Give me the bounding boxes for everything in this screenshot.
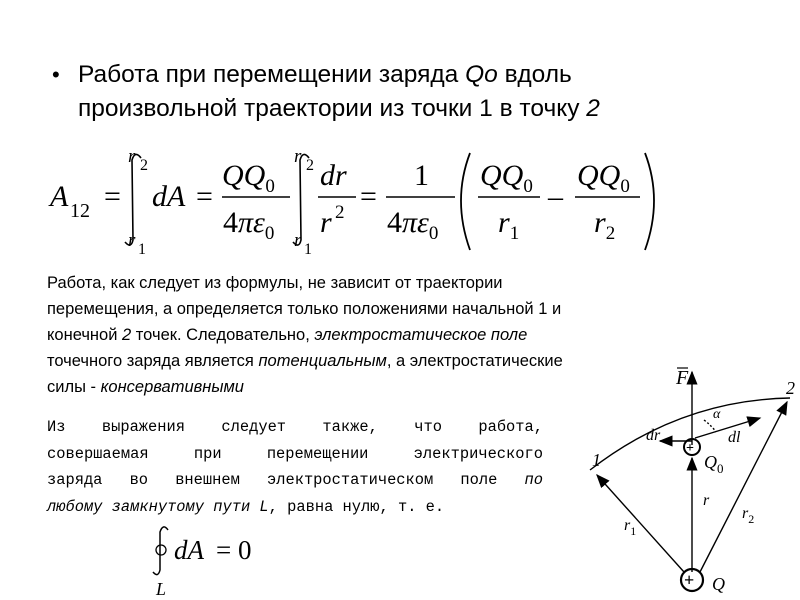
closed-L: L: [156, 579, 167, 599]
para2-line1: Из выражения следует также, что работа,: [47, 418, 543, 436]
svg-text:2: 2: [306, 157, 314, 174]
integral2-upper: r: [294, 146, 302, 167]
formula-eq1: =: [104, 180, 121, 213]
label-dr: dr: [646, 427, 661, 444]
label-point2: 2: [786, 378, 795, 398]
para1-line5: силы - консервативными: [47, 378, 244, 396]
plus-sign-Q: +: [684, 570, 695, 590]
formula-A: A: [50, 180, 69, 213]
r2-vector: [700, 402, 787, 572]
closed-dA: dA: [174, 535, 204, 565]
label-r: r: [703, 492, 710, 509]
frac4-den: $r_1$: [498, 206, 520, 244]
label-alpha: α: [713, 407, 721, 422]
label-dl: dl: [728, 429, 741, 446]
formula-eq3: =: [360, 180, 377, 213]
para2-line2: совершаемая при перемещении электрического: [47, 444, 543, 463]
integral1-lower: r: [128, 230, 136, 251]
frac2-num: dr: [320, 159, 347, 192]
label-r1: $r_1$: [624, 517, 637, 538]
frac4-num: $QQ_0$: [480, 159, 533, 197]
para1-line2: перемещения, а определяется только положениями начальной 1 и: [47, 300, 562, 318]
heading-line1: Работа при перемещении заряда Qo вдоль: [78, 61, 572, 88]
svg-text:2: 2: [335, 202, 345, 223]
svg-text:1: 1: [138, 241, 146, 258]
frac1-num: $QQ_0$: [222, 159, 275, 197]
frac2-den: r: [320, 206, 332, 239]
heading-line2: произвольной траектории из точки 1 в точку 2: [78, 95, 600, 122]
integral2-lower: r: [294, 230, 302, 251]
plus-sign-Q0: +: [686, 441, 694, 456]
label-F: F: [676, 367, 689, 389]
formula-minus: –: [548, 180, 563, 213]
frac5-num: $QQ_0$: [577, 159, 630, 197]
bullet-dot: •: [52, 62, 60, 87]
formula-eq2: =: [196, 180, 213, 213]
label-Q: Q: [712, 574, 725, 594]
r1-vector: [597, 475, 684, 572]
integral1-upper: r: [128, 146, 136, 167]
svg-text:1: 1: [304, 241, 312, 258]
formula-dA: dA: [152, 180, 186, 213]
frac1-den: $4\pi\varepsilon_0$: [223, 206, 275, 244]
para2-line3: заряда во внешнем электростатическом поле по: [47, 471, 543, 489]
frac3-num: 1: [414, 159, 429, 192]
label-point1: 1: [592, 450, 601, 470]
trajectory-curve: [590, 398, 790, 470]
label-r2: $r_2$: [742, 505, 755, 526]
para1-line1: Работа, как следует из формулы, не зависит от траектории: [47, 274, 503, 292]
para1-line3: конечной 2 точек. Следовательно, электростатическое поле: [47, 326, 528, 344]
frac3-den: $4\pi\varepsilon_0$: [387, 206, 439, 244]
label-Q0: $Q_0$: [704, 452, 724, 476]
para2-line4: любому замкнутому пути L, равна нулю, т. е.: [47, 497, 445, 516]
closed-eq0: = 0: [216, 535, 252, 565]
frac5-den: $r_2$: [594, 206, 616, 244]
svg-text:2: 2: [140, 157, 148, 174]
para1-line4: точечного заряда является потенциальным, а электростатические: [47, 352, 563, 370]
formula-sub12: 12: [70, 200, 90, 222]
